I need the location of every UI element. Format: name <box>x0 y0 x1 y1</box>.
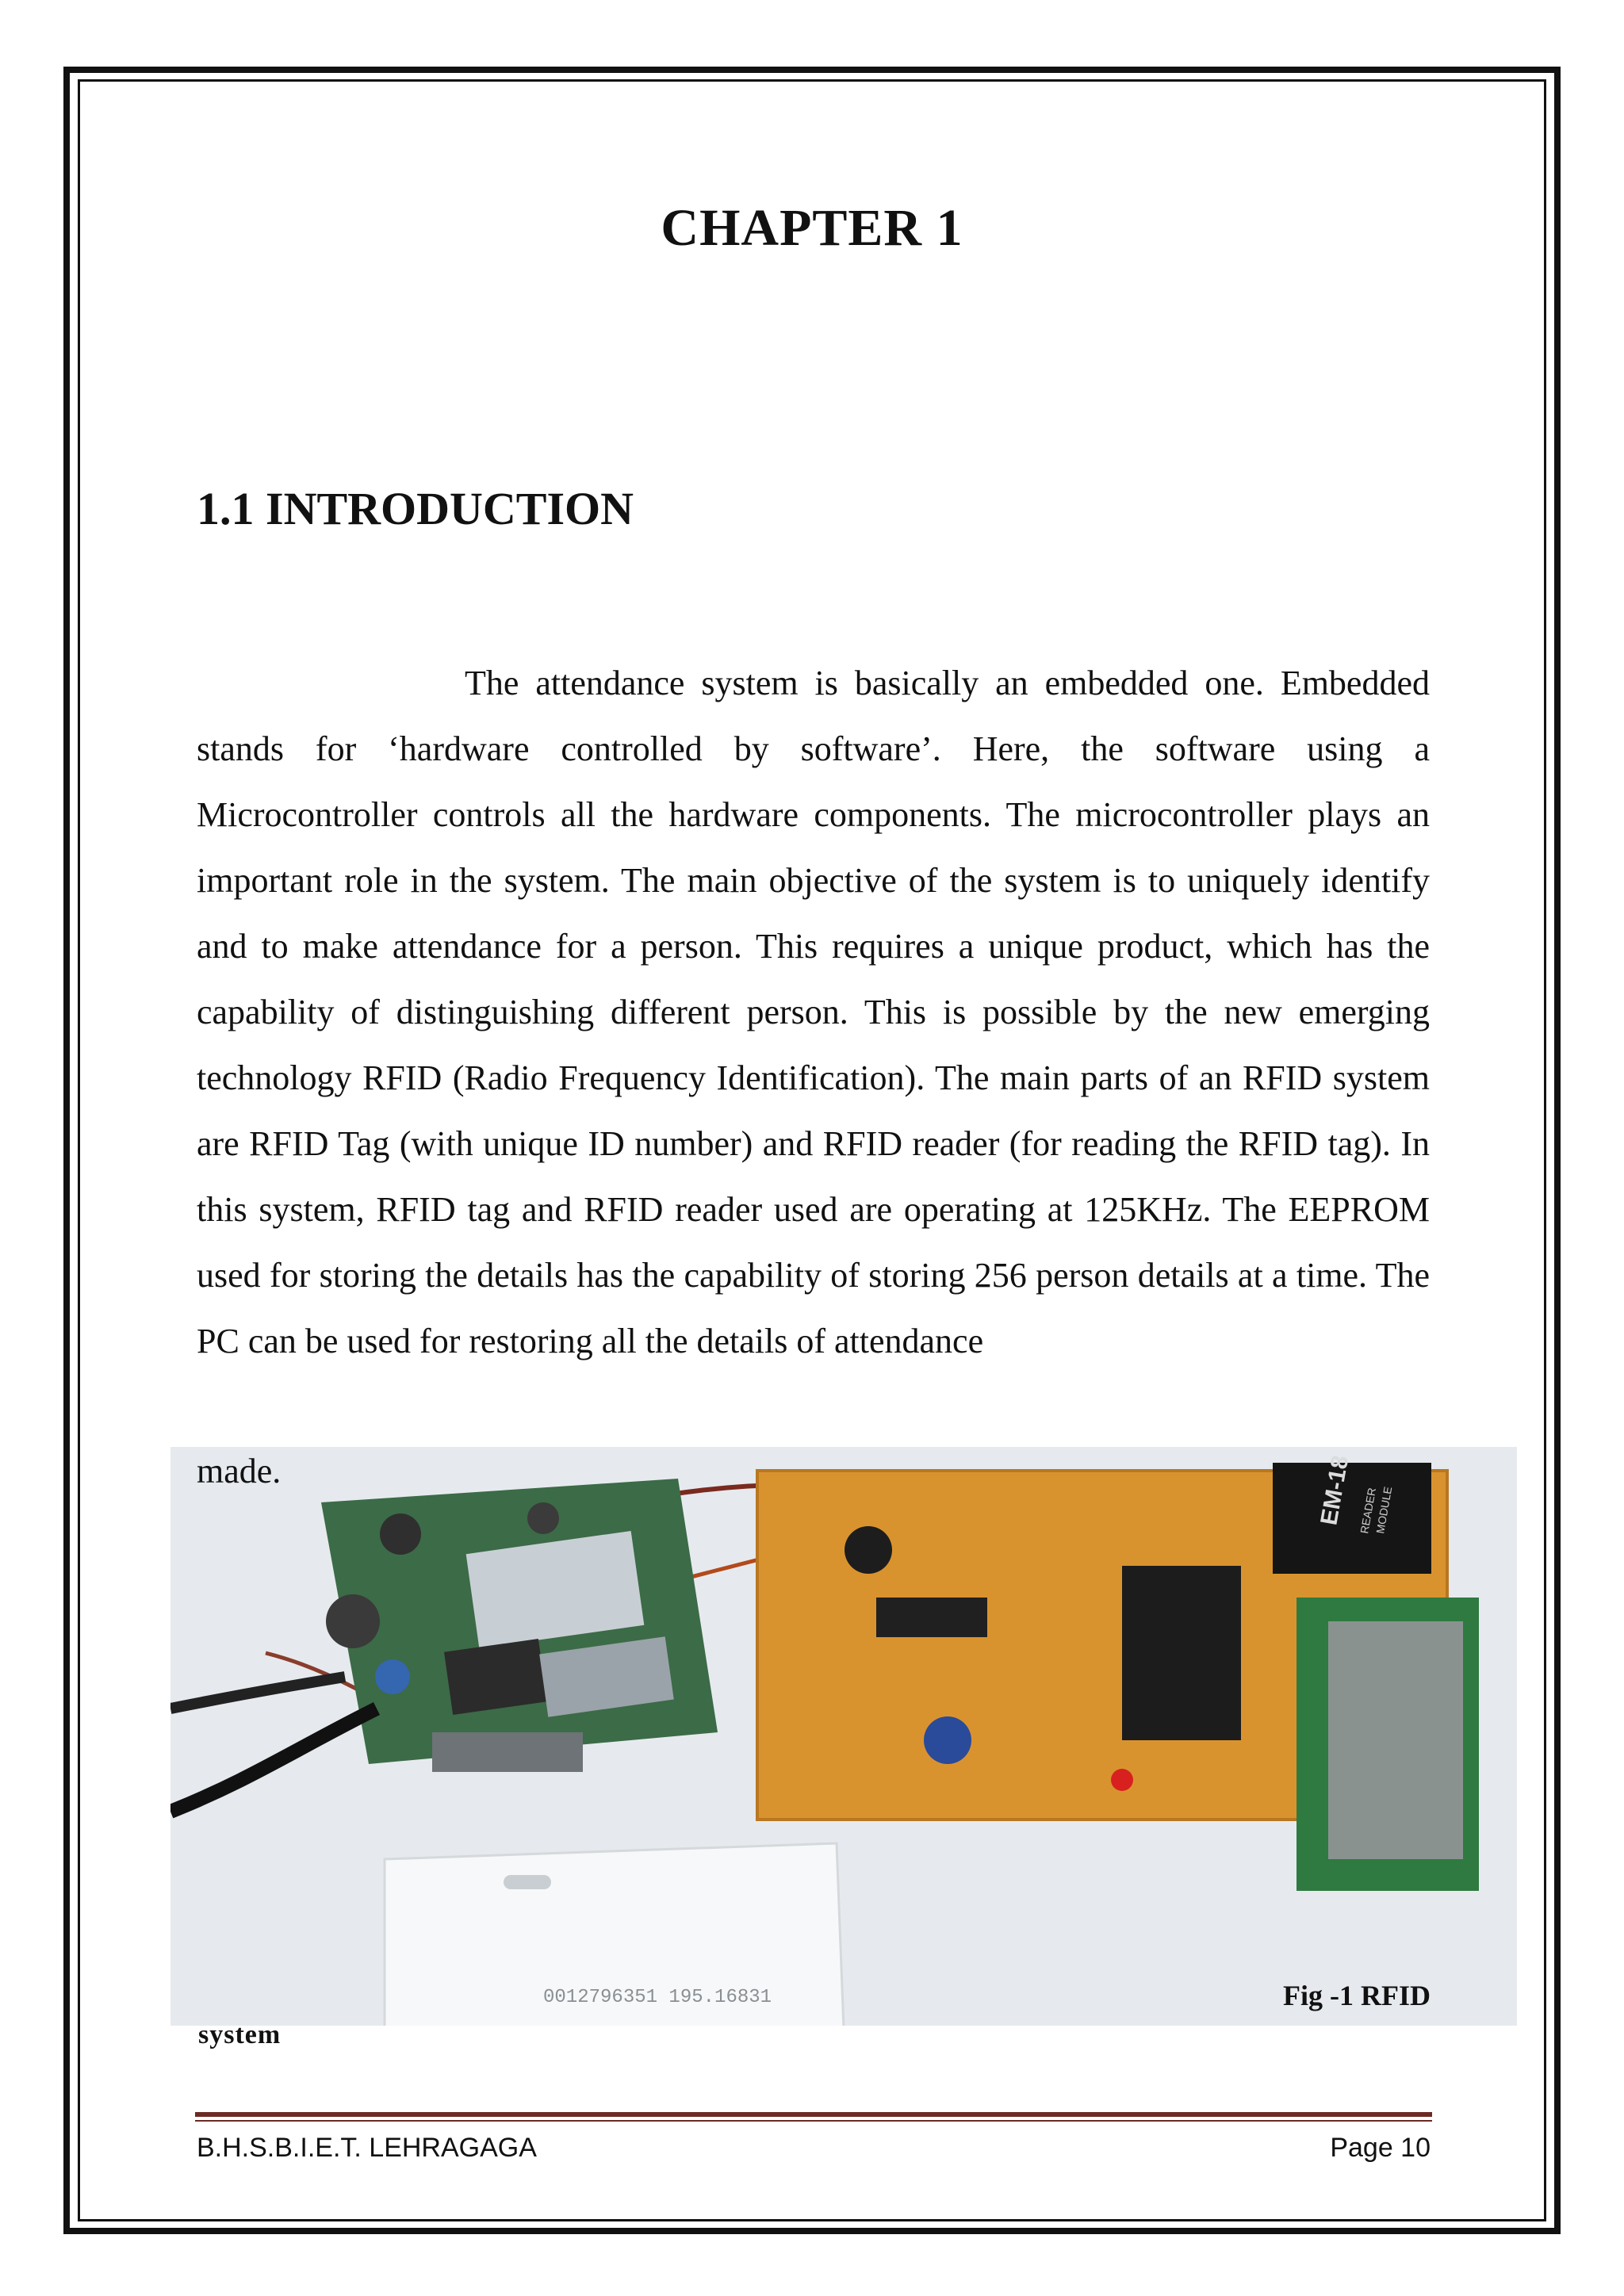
rfid-system-photo <box>170 1447 1517 2026</box>
footer-rule-thick <box>195 2112 1432 2117</box>
intro-paragraph: The attendance system is basically an embedded one. Embedded stands for ‘hardware controlled by software’. Here, the software using a Microcontroller controls all the hardware components. The microcontroller plays an important role in the system. The main objective of the system is to uniquely identify and to make attendance for a person. This requires a unique product, which has the capability of distinguishing different person. This is possible by the new emerging technology RFID (Radio Frequency Identification). The main parts of an RFID system are RFID Tag (with unique ID number) and RFID reader (for reading the RFID tag). In this system, RFID tag and RFID reader used are operating at 125KHz. The EEPROM used for storing the details has the capability of storing 256 person details at a time. The PC can be used for restoring all the details of attendance <box>197 664 1430 1360</box>
section-heading: 1.1 INTRODUCTION <box>197 483 634 534</box>
footer-institution: B.H.S.B.I.E.T. LEHRAGAGA <box>197 2133 537 2163</box>
module-label-reader: READER <box>1358 1487 1379 1535</box>
rfid-photo-illustration <box>170 1447 1517 2026</box>
chapter-title: CHAPTER 1 <box>661 199 963 257</box>
card-number: 0012796351 195.16831 <box>543 1987 772 2008</box>
module-label-em18: EM-18 <box>1316 1453 1354 1528</box>
figure-caption-continued: system <box>198 2020 282 2049</box>
module-label-module: MODULE <box>1373 1485 1395 1535</box>
paragraph-trailing-word: made. <box>197 1452 282 1490</box>
figure-caption: Fig -1 RFID <box>1283 1980 1431 2011</box>
footer-rule-thin <box>195 2120 1432 2122</box>
footer-page-number: Page 10 <box>1330 2133 1431 2163</box>
